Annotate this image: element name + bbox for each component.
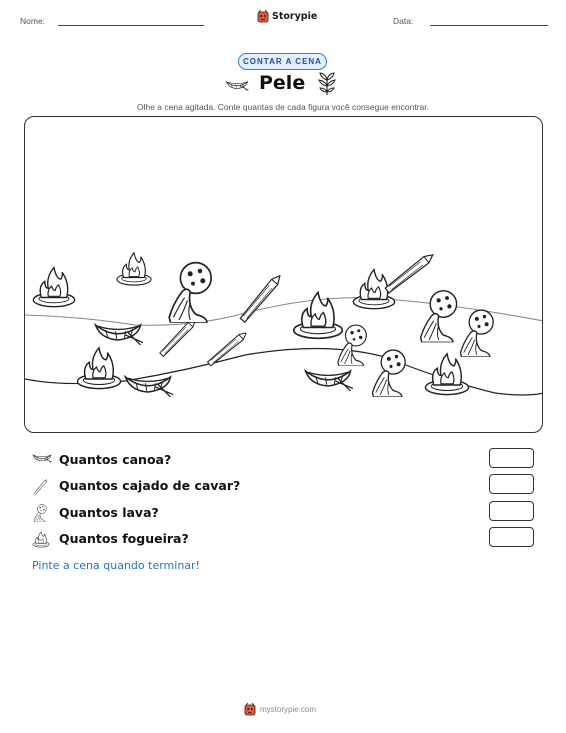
question-lava	[32, 503, 542, 523]
scene-panel	[24, 116, 543, 433]
digging-stick-icon	[207, 330, 248, 366]
canoe-icon	[306, 371, 354, 391]
scene-drawing	[25, 117, 543, 433]
answer-box-canoe[interactable]	[489, 448, 534, 468]
canoe-icon	[96, 325, 144, 345]
campfire-icon	[32, 530, 50, 548]
question-label: Quantos cajado de cavar?	[59, 478, 241, 493]
campfire-icon	[294, 292, 343, 338]
answer-box-lava[interactable]	[489, 501, 534, 521]
page-subtitle: Olhe a cena agitada. Conte quantas de cada figura você consegue encontrar.	[136, 102, 430, 112]
digging-stick-icon	[239, 273, 282, 323]
digging-stick-icon	[159, 318, 197, 357]
name-label: Nome:	[20, 16, 46, 26]
date-label: Data:	[393, 16, 414, 26]
question-digging-stick	[32, 476, 542, 496]
page-title: Pele	[259, 72, 306, 94]
question-label: Quantos fogueira?	[59, 531, 189, 546]
lava-icon	[372, 350, 405, 397]
storypie-logo-icon	[244, 703, 256, 716]
worksheet-header	[0, 10, 566, 34]
brand-name: Storypie	[272, 11, 318, 22]
title-row	[0, 72, 566, 98]
answer-box-digging-stick[interactable]	[489, 474, 534, 494]
campfire-icon	[77, 348, 120, 389]
canoe-icon	[126, 377, 174, 397]
question-campfire	[32, 529, 542, 549]
canoe-icon	[32, 451, 52, 463]
question-label: Quantos lava?	[59, 505, 159, 520]
lava-icon	[169, 263, 211, 323]
lava-icon	[421, 291, 457, 343]
question-canoe	[32, 450, 542, 470]
date-field-line[interactable]	[430, 25, 548, 26]
footer	[244, 703, 316, 716]
name-field-line[interactable]	[58, 25, 204, 26]
digging-stick-icon	[32, 477, 50, 495]
coloring-instruction: Pinte a cena quando terminar!	[32, 559, 200, 572]
brand-logo	[257, 10, 317, 23]
question-label: Quantos canoa?	[59, 452, 172, 467]
answer-box-campfire[interactable]	[489, 527, 534, 547]
footer-url: mystorypie.com	[260, 705, 317, 714]
canoe-icon	[225, 77, 249, 91]
plant-icon	[318, 72, 336, 96]
digging-stick-icon	[385, 252, 436, 294]
campfire-icon	[117, 253, 151, 285]
storypie-logo-icon	[257, 10, 269, 23]
lava-icon	[460, 310, 493, 357]
activity-badge: CONTAR A CENA	[238, 53, 327, 70]
campfire-icon	[33, 268, 74, 307]
lava-icon	[32, 504, 50, 522]
